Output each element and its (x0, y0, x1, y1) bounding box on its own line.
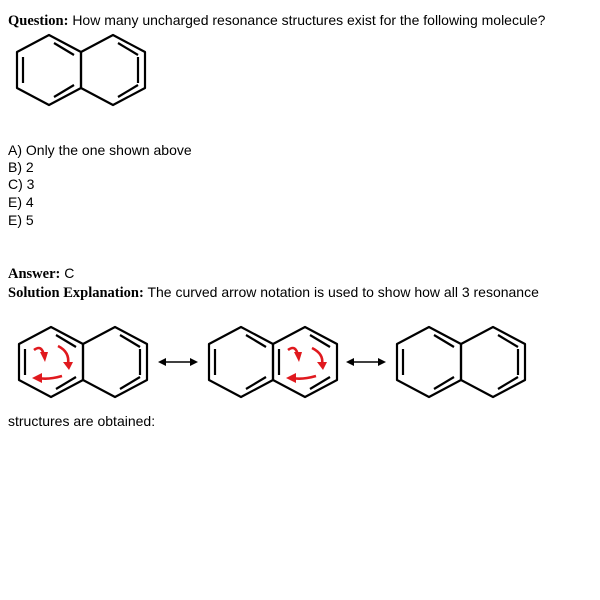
option-c: C) 3 (8, 176, 35, 192)
resonance-structure-3 (390, 322, 530, 402)
answer-value: C (64, 265, 75, 281)
curved-arrows-2 (288, 348, 322, 379)
option-d: E) 4 (8, 194, 34, 210)
resonance-arrow-1 (158, 356, 198, 368)
question-line (8, 12, 545, 30)
resonance-structure-1 (12, 322, 152, 402)
option-a: A) Only the one shown above (8, 142, 192, 158)
explanation-continuation: structures are obtained: (8, 413, 156, 429)
question-label: Question: (8, 13, 69, 29)
answer-line (8, 265, 74, 283)
explanation-label: Solution Explanation: (8, 285, 144, 301)
question-text: How many uncharged resonance structures exist for the following molecule? (72, 12, 546, 28)
option-b: B) 2 (8, 159, 34, 175)
option-e: E) 5 (8, 212, 34, 228)
naphthalene-question-structure (10, 30, 150, 110)
answer-label: Answer: (8, 266, 61, 282)
curved-arrows-1 (34, 346, 68, 379)
explanation-text: The curved arrow notation is used to show how all 3 resonance (147, 284, 539, 300)
resonance-arrow-2 (346, 356, 386, 368)
resonance-structure-2 (202, 322, 342, 402)
explanation-line (8, 284, 539, 302)
